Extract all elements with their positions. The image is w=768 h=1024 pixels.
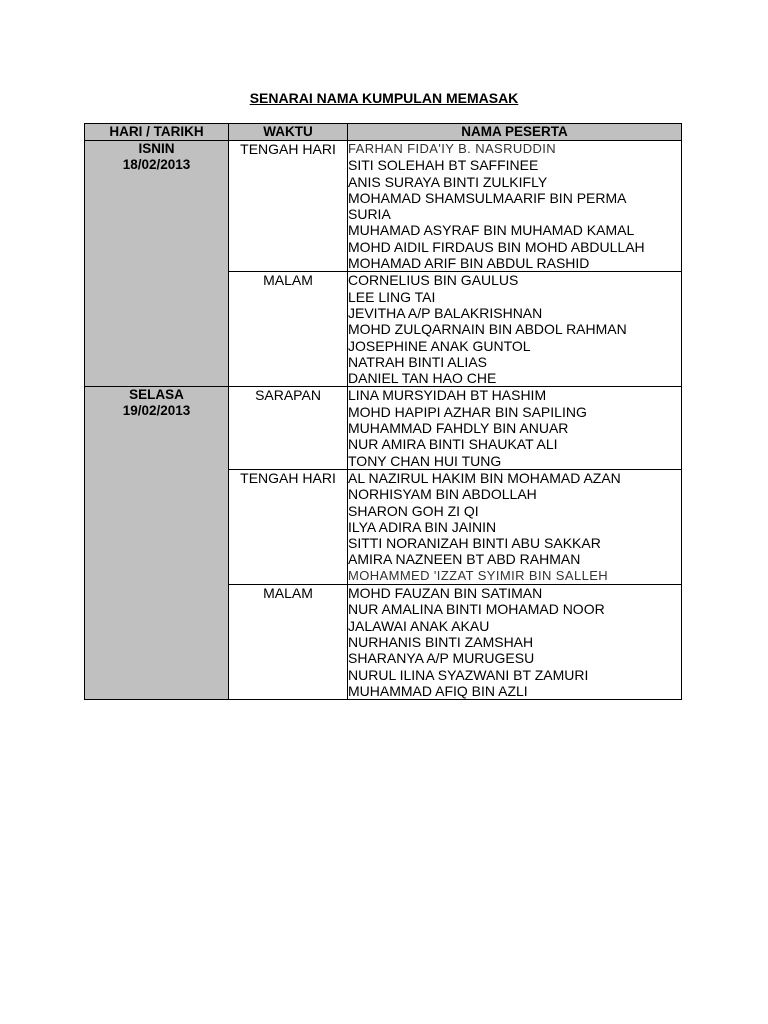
participant-name: ANIS SURAYA BINTI ZULKIFLY [348,173,548,190]
participant-name: MOHAMMED 'IZZAT SYIMIR BIN SALLEH [348,567,609,583]
participant-name: NURHANIS BINTI ZAMSHAH [348,633,534,650]
participant-name: NURUL ILINA SYAZWANI BT ZAMURI [348,666,589,683]
schedule-table [84,123,682,700]
participant-list [348,387,682,469]
table-row [85,141,682,272]
participant-name: NUR AMIRA BINTI SHAUKAT ALI [348,436,558,453]
header-hari-tarikh: HARI / TARIKH [85,124,229,141]
participant-name: NUR AMALINA BINTI MOHAMAD NOOR [348,601,605,618]
participant-name: DANIEL TAN HAO CHE [348,370,497,387]
day-cell [85,141,229,387]
participant-name: AMIRA NAZNEEN BT ABD RAHMAN [348,551,581,568]
session-time: TENGAH HARI [229,469,348,584]
header-nama-peserta: NAMA PESERTA [348,124,682,141]
session-time: TENGAH HARI [229,141,348,272]
document-title: SENARAI NAMA KUMPULAN MEMASAK [249,90,519,106]
day-name: SELASA [129,387,184,403]
participant-name: MOHD FAUZAN BIN SATIMAN [348,585,543,602]
participant-name: LINA MURSYIDAH BT HASHIM [348,387,547,404]
participant-name: SITI SOLEHAH BT SAFFINEE [348,157,539,174]
participant-name: CORNELIUS BIN GAULUS [348,272,519,289]
participant-name: ILYA ADIRA BIN JAININ [348,518,497,535]
participant-name: SURIA [348,206,391,223]
participant-name: SHARANYA A/P MURUGESU [348,650,535,667]
participant-list [348,585,682,700]
header-waktu: WAKTU [229,124,348,141]
participant-name: MOHAMAD ARIF BIN ABDUL RASHID [348,255,590,272]
participant-name: FARHAN FIDA'IY B. NASRUDDIN [348,141,557,156]
participant-name: NORHISYAM BIN ABDOLLAH [348,486,537,503]
day-date: 18/02/2013 [122,157,191,172]
participant-name: MOHD ZULQARNAIN BIN ABDOL RAHMAN [348,321,627,338]
participant-name: JALAWAI ANAK AKAU [348,617,490,634]
participant-name: MOHAMAD SHAMSULMAARIF BIN PERMA [348,189,627,206]
session-time: MALAM [229,585,348,700]
participant-name: MUHAMMAD AFIQ BIN AZLI [348,682,528,699]
participant-list [348,272,682,387]
participant-name: MOHD AIDIL FIRDAUS BIN MOHD ABDULLAH [348,238,645,255]
participant-list [348,141,682,272]
participant-name: JEVITHA A/P BALAKRISHNAN [348,304,543,321]
participant-name: TONY CHAN HUI TUNG [348,452,502,469]
participant-name: MOHD HAPIPI AZHAR BIN SAPILING [348,403,587,420]
session-time: SARAPAN [229,387,348,469]
day-date: 19/02/2013 [122,403,191,419]
day-name: ISNIN [138,141,175,156]
session-time: MALAM [229,272,348,387]
participant-name: AL NAZIRUL HAKIM BIN MOHAMAD AZAN [348,469,621,486]
participant-name: MUHAMAD ASYRAF BIN MUHAMAD KAMAL [348,222,635,239]
participant-name: JOSEPHINE ANAK GUNTOL [348,337,531,354]
participant-name: NATRAH BINTI ALIAS [348,353,487,370]
participant-name: MUHAMMAD FAHDLY BIN ANUAR [348,420,569,437]
table-row [85,387,682,469]
day-cell [85,387,229,700]
participant-name: SITTI NORANIZAH BINTI ABU SAKKAR [348,535,601,552]
participant-name: LEE LING TAI [348,288,436,305]
header-row [85,124,682,141]
participant-name: SHARON GOH ZI QI [348,502,479,519]
participant-list [348,469,682,584]
